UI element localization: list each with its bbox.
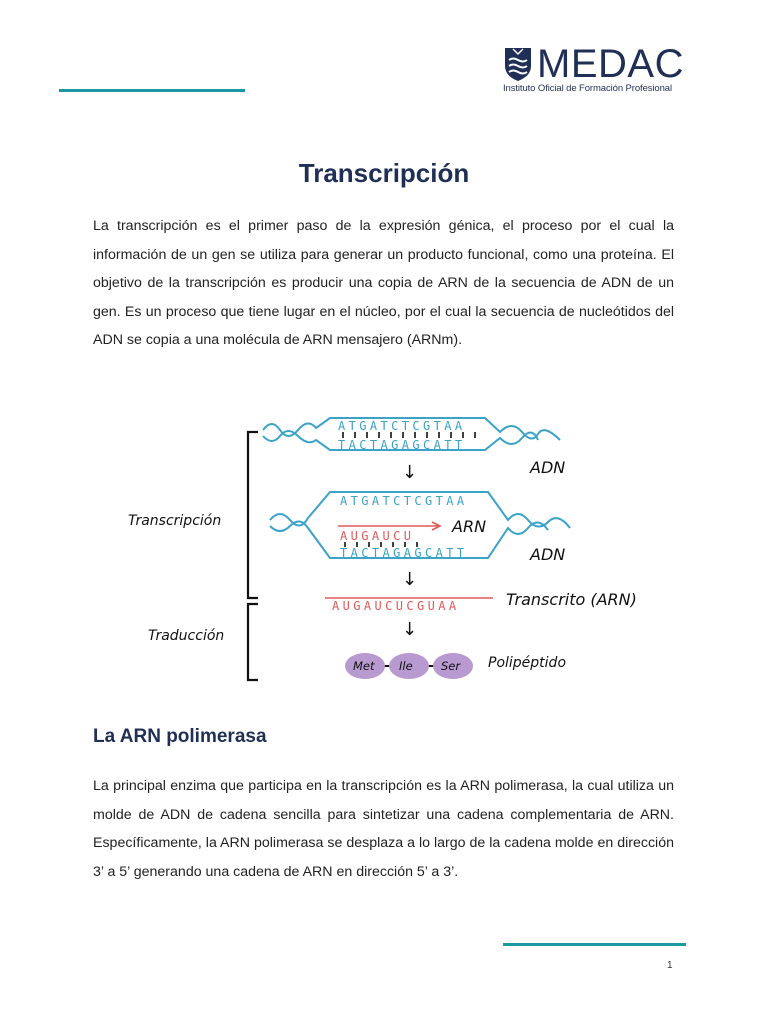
dna-top-strand-2: ATGATCTCGTAA: [340, 494, 468, 508]
polimerasa-paragraph: La principal enzima que participa en la transcripción es la ARN polimerasa, la cual utiliza un molde de ADN de cadena sencilla para sintetizar una cadena complementaria de ARN. Específicamente, la ARN polimerasa se desplaza a lo largo de la cadena molde en dirección 3’ a 5’ generando una cadena de ARN en dirección 5’ a 3’.: [93, 778, 674, 880]
label-adn-2: ADN: [530, 545, 566, 564]
label-transcripcion: Transcripción: [128, 513, 222, 529]
arrow-down-icon: ↓: [402, 569, 418, 590]
transcription-bracket: [248, 432, 258, 598]
page-title: Transcripción: [298, 158, 470, 188]
arrow-down-icon: ↓: [402, 462, 418, 483]
dna-top-strand-1: ATGATCTCGTAA: [338, 419, 466, 433]
translation-bracket: [248, 604, 258, 680]
transcription-diagram: [120, 410, 660, 700]
label-adn-1: ADN: [530, 458, 566, 477]
arrow-down-icon: ↓: [402, 619, 418, 640]
bottom-accent-rule: [503, 943, 686, 946]
medac-logo: [503, 44, 698, 96]
top-accent-rule: [59, 89, 245, 92]
label-arn: ARN: [452, 517, 487, 536]
rna-transcript: AUGAUCUCGUAA: [332, 599, 460, 613]
dna-bottom-strand-2: TACTAGAGCATT: [340, 546, 468, 560]
label-traduccion: Traducción: [148, 628, 225, 644]
intro-paragraph: La transcripción es el primer paso de la expresión génica, el proceso por el cual la información de un gen se utiliza para generar un producto funcional, como una proteína. El objetivo de la transcripción es producir una copia de ARN de la secuencia de ADN de un gen. Es un proceso que tiene lugar en el núcleo, por el cual la secuencia de nucleótidos del ADN se copia a una molécula de ARN mensajero (ARNm).: [93, 218, 674, 349]
shield-icon: [503, 46, 533, 82]
page-number: 1: [667, 960, 673, 971]
amino-acid-label: Ser: [441, 659, 461, 673]
dna-bottom-strand-1: TACTAGAGCATT: [338, 438, 466, 452]
label-transcrito: Transcrito (ARN): [506, 590, 637, 609]
polypeptide-chain: [345, 653, 473, 679]
label-polipeptido: Polipéptido: [488, 655, 567, 671]
amino-acid-label: Ile: [399, 659, 413, 673]
amino-acid-label: Met: [353, 659, 375, 673]
logo-subtitle: Instituto Oficial de Formación Profesional: [503, 83, 672, 94]
logo-wordmark: MEDAC: [537, 42, 684, 86]
rna-partial-strand: AUGAUCU: [340, 529, 415, 543]
section-heading: La ARN polimerasa: [93, 726, 267, 747]
